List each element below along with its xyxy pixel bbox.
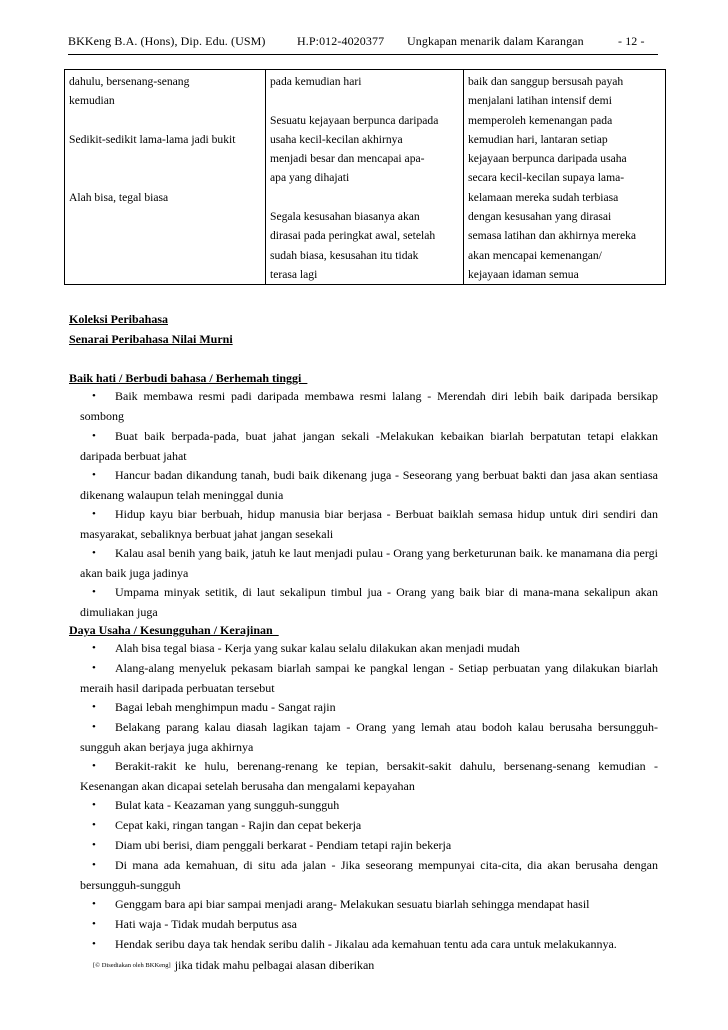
list-item: • Hati waja - Tidak mudah berputus asa [80,914,658,934]
section-heading-daya-usaha: Daya Usaha / Kesungguhan / Kerajinan [69,623,279,637]
list-item: • Genggam bara api biar sampai menjadi arang- Melakukan sesuatu biarlah sehingga mendapat hasil [80,894,658,914]
list-item: • Alang-alang menyeluk pekasam biarlah sampai ke pangkal lengan - Setiap perbuatan yang dilakukan biarlah meraih hasil daripada perbuatan tersebut [80,658,658,699]
list-item: • Bagai lebah menghimpun madu - Sangat rajin [80,697,658,717]
bullet-icon: • [92,642,96,654]
header-author: BKKeng B.A. (Hons), Dip. Edu. (USM) [68,34,266,48]
list-item: • Alah bisa tegal biasa - Kerja yang sukar kalau selalu dilakukan akan menjadi mudah [80,638,658,658]
bullet-icon: • [92,390,96,402]
list-item: • Diam ubi berisi, diam penggali berkarat - Pendiam tetapi rajin bekerja [80,835,658,855]
table-cell-proverb: dahulu, bersenang-senang kemudian Sedikit-sedikit lama-lama jadi bukit Alah bisa, tegal biasa [65,70,266,285]
bullet-icon: • [92,586,96,598]
header-topic: Ungkapan menarik dalam Karangan [407,34,584,48]
list-item: • Hidup kayu biar berbuah, hidup manusia biar berjasa - Berbuat baiklah semasa hidup untuk diri sendiri dan masyarakat, sebaliknya berbuat jahat jangan sesekali [80,504,658,545]
bullet-icon: • [92,508,96,520]
header-rule [68,54,658,55]
list-item: • Umpama minyak setitik, di laut sekalipun timbul jua - Orang yang baik biar di mana-mana sekalipun akan dimuliakan juga [80,582,658,623]
header-phone: H.P:012-4020377 [297,34,385,48]
page-header [68,34,658,50]
bullet-icon: • [92,662,96,674]
list-item: • Kalau asal benih yang baik, jatuh ke laut menjadi pulau - Orang yang berketurunan baik. ke manamana dia pergi akan baik juga jadinya [80,543,658,584]
bullet-icon: • [92,839,96,851]
bullet-icon: • [92,819,96,831]
bullet-icon: • [92,799,96,811]
bullet-icon: • [92,701,96,713]
title-senarai: Senarai Peribahasa Nilai Murni [69,332,233,346]
list-item: • Di mana ada kemahuan, di situ ada jalan - Jika seseorang mempunyai cita-cita, dia akan berusaha dengan bersungguh-sungguh [80,855,658,896]
table-cell-example: baik dan sanggup bersusah payah menjalani latihan intensif demi memperoleh kemenangan pada kemudian hari, lantaran setiap kejayaan berpunca daripada usaha secara kecil-kecilan supaya lama- kelamaan mereka sudah terbiasa dengan kesusahan yang dirasai semasa latihan dan akhirnya mereka akan mencapai kemenangan/ kejayaan idaman semua [464,70,666,285]
list-item: • Berakit-rakit ke hulu, berenang-renang ke tepian, bersakit-sakit dahulu, bersenang-senang kemudian -Kesenangan akan dicapai setelah berusaha dan mengalami kepayahan [80,756,658,797]
bullet-icon: • [92,469,96,481]
page-footer [80,958,374,973]
title-koleksi: Koleksi Peribahasa [69,312,169,326]
table-row [65,70,666,285]
bullet-icon: • [92,547,96,559]
section-heading-baik-hati: Baik hati / Berbudi bahasa / Berhemah tinggi [69,371,308,385]
header-page-number: - 12 - [618,34,645,48]
bullet-icon: • [92,859,96,871]
proverb-table [64,69,666,285]
footer-continuation: jika tidak mahu pelbagai alasan diberikan [174,958,375,972]
list-item: • Cepat kaki, ringan tangan - Rajin dan cepat bekerja [80,815,658,835]
bullet-icon: • [92,760,96,772]
list-item: • Hendak seribu daya tak hendak seribu dalih - Jikalau ada kemahuan tentu ada cara untuk melakukannya. [80,934,658,954]
list-item: • Bulat kata - Keazaman yang sungguh-sungguh [80,795,658,815]
bullet-icon: • [92,898,96,910]
table-cell-meaning: pada kemudian hari Sesuatu kejayaan berpunca daripada usaha kecil-kecilan akhirnya menjadi besar dan mencapai apa- apa yang dihajati Segala kesusahan biasanya akan dirasai pada peringkat awal, setelah sudah biasa, kesusahan itu tidak terasa lagi [266,70,464,285]
list-item: • Buat baik berpada-pada, buat jahat jangan sekali -Melakukan kebaikan biarlah berpatutan tetapi elakkan daripada berbuat jahat [80,426,658,467]
footer-credit: [© Disediakan oleh BKKeng] [93,962,171,969]
list-item: • Hancur badan dikandung tanah, budi baik dikenang juga - Seseorang yang berbuat bakti dan jasa akan sentiasa dikenang walaupun telah meninggal dunia [80,465,658,506]
list-item: • Baik membawa resmi padi daripada membawa resmi lalang - Merendah diri lebih baik daripada bersikap sombong [80,386,658,427]
bullet-icon: • [92,430,96,442]
list-item: • Belakang parang kalau diasah lagikan tajam - Orang yang lemah atau bodoh kalau berusaha bersungguh-sungguh akan berjaya juga akhirnya [80,717,658,758]
bullet-icon: • [92,918,96,930]
bullet-icon: • [92,938,96,950]
bullet-icon: • [92,721,96,733]
